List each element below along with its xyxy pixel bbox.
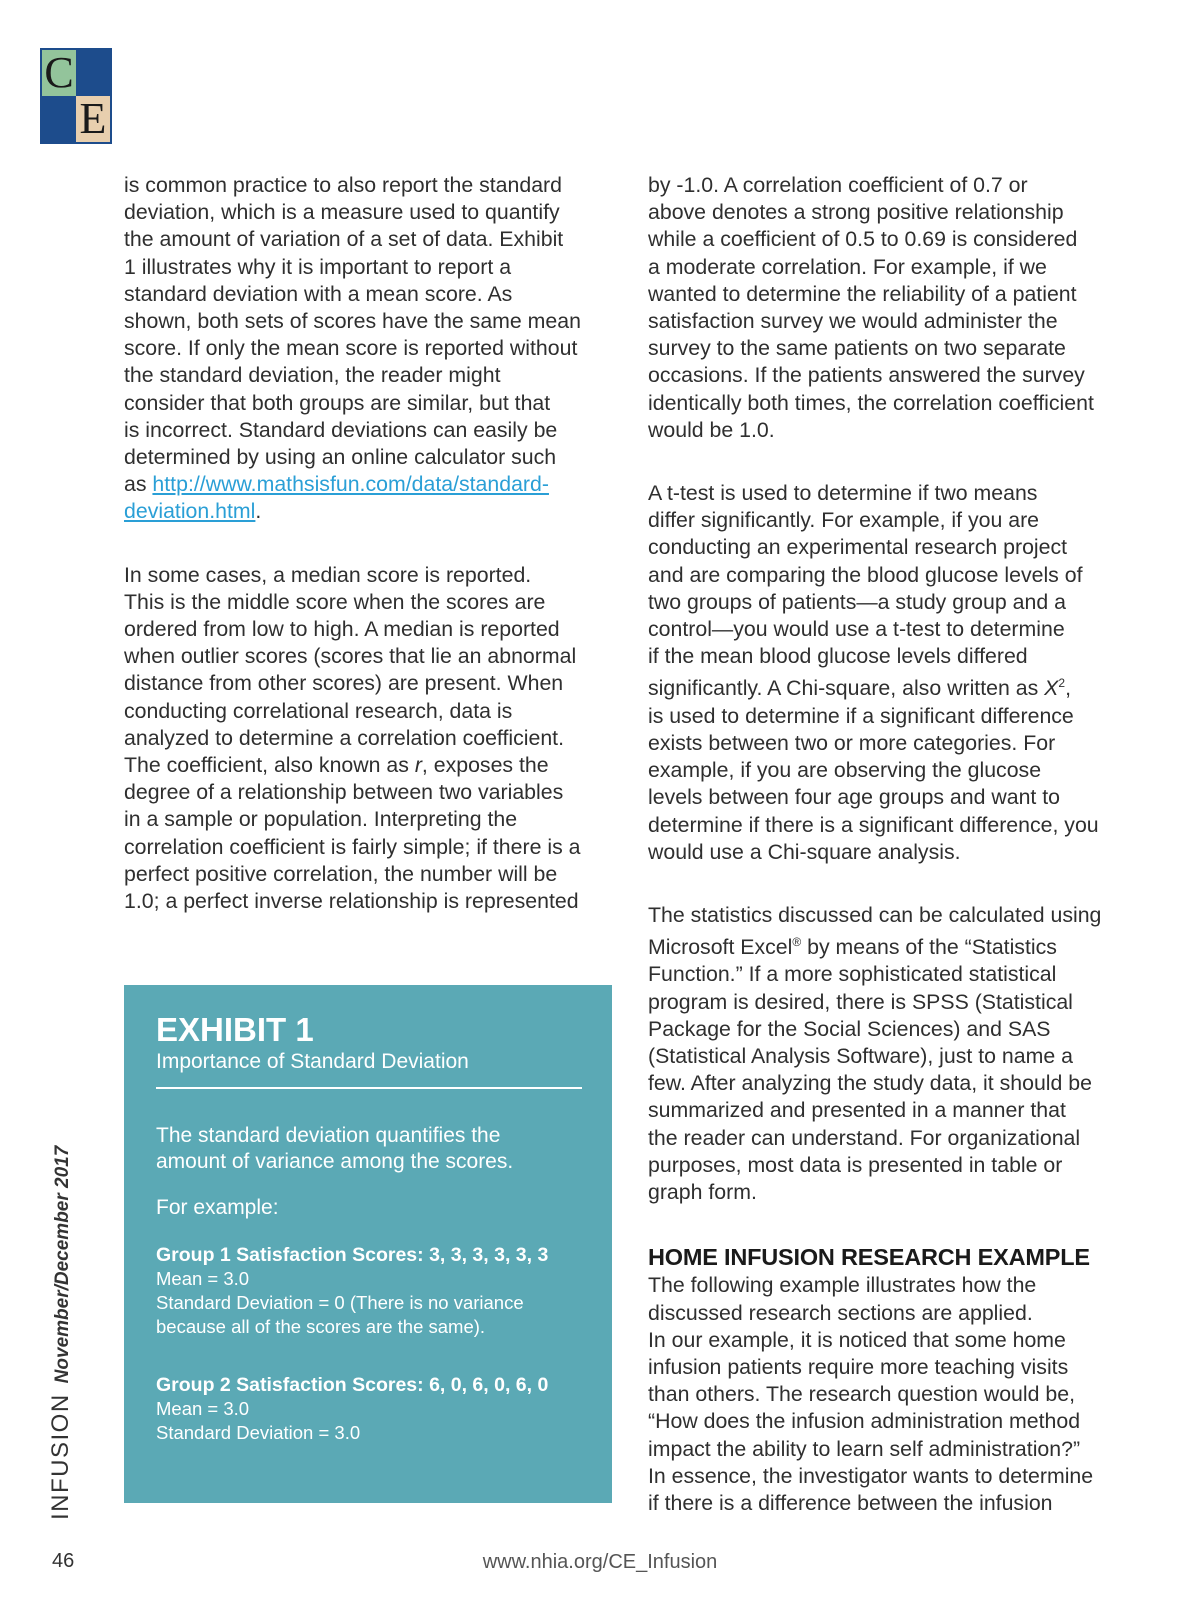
- exhibit-for-example: For example:: [156, 1196, 279, 1219]
- group-2-sd: Standard Deviation = 3.0: [156, 1422, 361, 1443]
- ce-logo: [40, 48, 112, 144]
- chi-square-exponent: 2: [1058, 676, 1066, 691]
- group-1-sd: Standard Deviation = 0 (There is no variance: [156, 1292, 524, 1313]
- paragraph-standard-deviation: [124, 172, 622, 526]
- left-column: [124, 172, 622, 951]
- group-1-mean: Mean = 3.0: [156, 1268, 250, 1289]
- page-number: 46: [52, 1550, 75, 1572]
- r-symbol: r: [414, 753, 422, 778]
- group-2-title: Group 2 Satisfaction Scores: 6, 0, 6, 0, 6, 0: [156, 1374, 549, 1396]
- paragraph-text: In some cases, a median score is reported. This is the middle score when the scores are ordered from low to high. A median is reported when outlier scores (scores that lie an abnormal distance from other scores) are present. When conducting correlational research, data is analyzed to determine a correlation coefficient. The coefficient, also known as: [124, 562, 577, 778]
- paragraph-median: [124, 562, 622, 916]
- exhibit-divider: [156, 1087, 582, 1089]
- paragraph-t-test: [648, 480, 1146, 866]
- paragraph-statistics-software: [648, 902, 1146, 1206]
- section-heading: HOME INFUSION RESEARCH EXAMPLE: [648, 1244, 1090, 1271]
- group-2-mean: Mean = 3.0: [156, 1398, 250, 1419]
- paragraph-home-infusion: The following example illustrates how the discussed research sections are applied. In our example, it is noticed that some home infusion patients require more teaching visits than others. The research question would be, “How does the infusion administration method impact the ability to learn self administration?” In essence, the investigator wants to determine if there is a difference between the infusion: [648, 1273, 1094, 1515]
- exhibit-intro: The standard deviation quantifies the amount of variance among the scores.: [156, 1124, 514, 1173]
- exhibit-box: [124, 985, 612, 1503]
- issue-date: November/December 2017: [52, 1145, 73, 1384]
- infusion-brand: INFUSION: [47, 1393, 74, 1520]
- mathsisfun-link[interactable]: http://www.mathsisfun.com/data/standard- deviation.html: [124, 472, 549, 524]
- exhibit-group-1: [156, 1243, 584, 1339]
- paragraph-text-cont: , exposes the degree of a relationship between two variables in a sample or population. Interpreting the correlation coefficient is fairly simple; if there is a perfect positive correlation, the number will be 1.0; a perfect inverse relationship is represented: [124, 753, 581, 914]
- group-1-sd-cont: because all of the scores are the same).: [156, 1316, 486, 1337]
- exhibit-group-2: [156, 1373, 584, 1445]
- exhibit-subtitle: Importance of Standard Deviation: [156, 1050, 469, 1073]
- footer-url: www.nhia.org/CE_Infusion: [482, 1551, 718, 1573]
- paragraph-text-cont: , is used to determine if a significant difference exists between two or more categories. For example, if you are observing the glucose levels between four age groups and want to determine if there is a significant difference, you would use a Chi-square analysis.: [648, 676, 1099, 864]
- paragraph-correlation: by -1.0. A correlation coefficient of 0.7 or above denotes a strong positive relationship while a coefficient of 0.5 to 0.69 is considered a moderate correlation. For example, if we wanted to determine the reliability of a patient satisfaction survey we would administer the survey to the same patients on two separate occasions. If the patients answered the survey identically both times, the correlation coefficient would be 1.0.: [648, 173, 1094, 442]
- paragraph-text: The statistics discussed can be calculated using Microsoft Excel: [648, 902, 1102, 960]
- logo-letter-c: C: [42, 50, 76, 96]
- logo-letter-e: E: [76, 96, 110, 142]
- paragraph-end: .: [255, 499, 262, 524]
- paragraph-text: is common practice to also report the standard deviation, which is a measure used to quantify the amount of variation of a set of data. Exhibit 1 illustrates why it is important to report a standard deviation with a mean score. As shown, both sets of scores have the same mean score. If only the mean score is reported without the standard deviation, the reader might consider that both groups are similar, but that is incorrect. Standard deviations can easily be determined by using an online calculator such as: [124, 173, 581, 497]
- sidebar-issue-label: [48, 1146, 76, 1520]
- registered-mark: ®: [792, 935, 802, 950]
- right-column: [648, 172, 1146, 1553]
- exhibit-title: EXHIBIT 1: [156, 1011, 314, 1048]
- group-1-title: Group 1 Satisfaction Scores: 3, 3, 3, 3, 3, 3: [156, 1244, 549, 1266]
- chi-square-symbol: X: [1044, 676, 1059, 701]
- paragraph-text: A t-test is used to determine if two means differ significantly. For example, if you are conducting an experimental research project and are comparing the blood glucose levels of two groups of patients—a study group and a control—you would use a t-test to determine if the mean blood glucose levels differed significantly. A Chi-square, also written as: [648, 481, 1083, 701]
- paragraph-text-cont: by means of the “Statistics Function.” If a more sophisticated statistical program is desired, there is SPSS (Statistical Package for the Social Sciences) and SAS (Statistical Analysis Software), just to name a few. After analyzing the study data, it should be summarized and presented in a manner that the reader can understand. For organizational purposes, most data is presented in table or graph form.: [648, 935, 1092, 1205]
